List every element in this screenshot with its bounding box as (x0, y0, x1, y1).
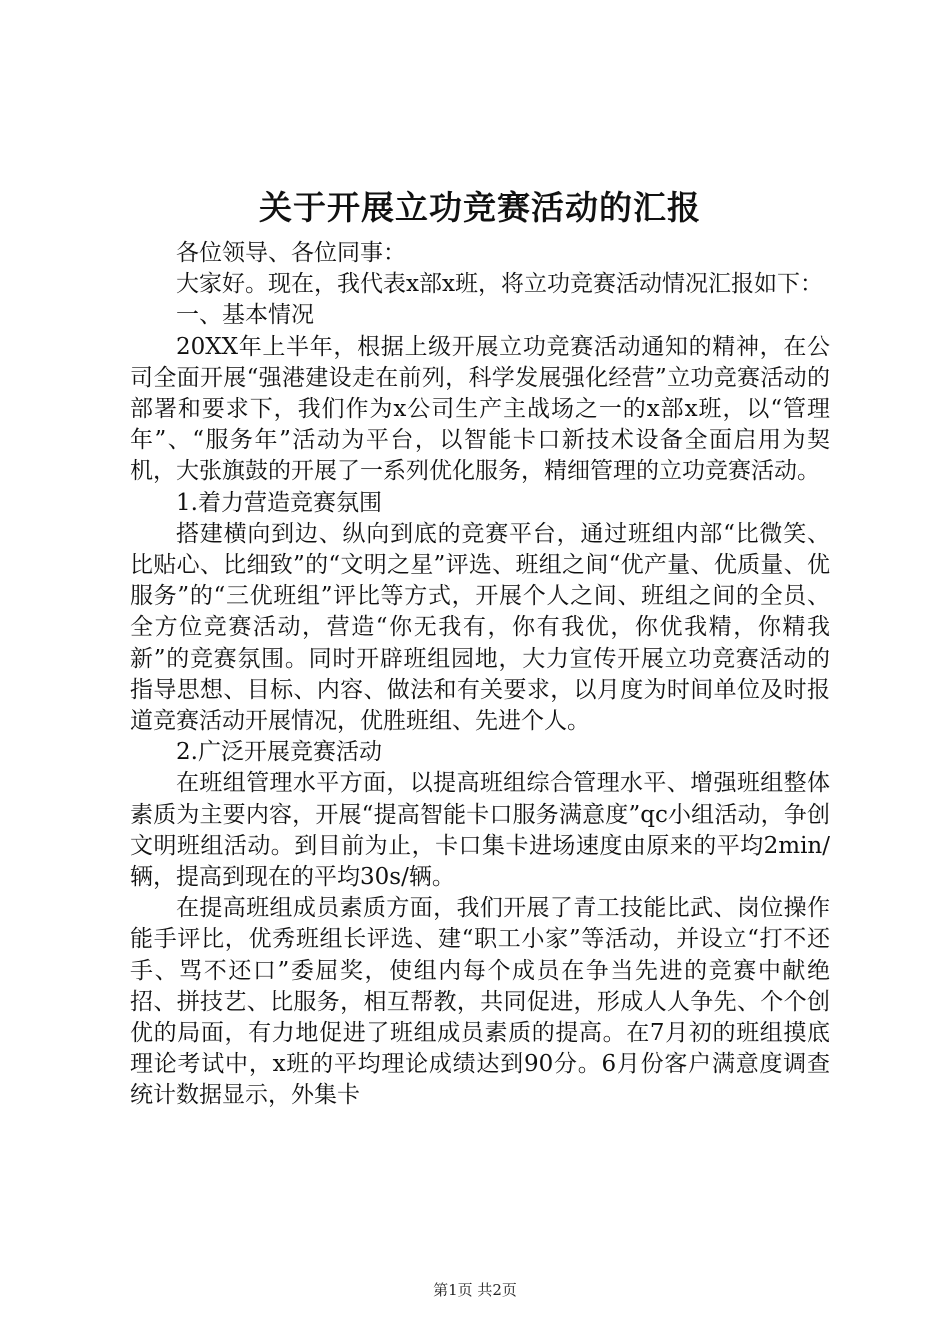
salutation: 各位领导、各位同事： (176, 240, 406, 266)
document-body (130, 238, 830, 1112)
subheading-atmosphere: 1.着力营造竞赛氛围 (176, 489, 382, 516)
paragraph-background: 20XX年上半年，根据上级开展立功竞赛活动通知的精神，在公司全面开展“强港建设走在前列，科学发展强化经营”立功竞赛活动的部署和要求下，我们作为x公司生产主战场之一的x部x班，以“管理年”、“服务年”活动为平台，以智能卡口新技术设备全面启用为契机，大张旗鼓的开展了一系列优化服务，精细管理的立功竞赛活动。 (130, 333, 830, 485)
page-number: 第1页 共2页 (433, 1281, 517, 1299)
paragraph-greeting: 大家好。现在，我代表x部x班，将立功竞赛活动情况汇报如下： (176, 271, 823, 298)
section-heading-basic: 一、基本情况 (176, 302, 314, 329)
paragraph-platform: 搭建横向到边、纵向到底的竞赛平台，通过班组内部“比微笑、比贴心、比细致”的“文明之星”评选、班组之间“优产量、优质量、优服务”的“三优班组”评比等方式，开展个人之间、班组之间的全员、全方位竞赛活动，营造“你无我有，你有我优，你优我精，你精我新”的竞赛氛围。同时开辟班组园地，大力宣传开展立功竞赛活动的指导思想、目标、内容、做法和有关要求，以月度为时间单位及时报道竞赛活动开展情况，优胜班组、先进个人。 (130, 520, 830, 735)
document-title: 关于开展立功竞赛活动的汇报 (259, 188, 701, 227)
subheading-activities: 2.广泛开展竞赛活动 (176, 739, 382, 766)
document-page (130, 178, 830, 1112)
paragraph-management: 在班组管理水平方面，以提高班组综合管理水平、增强班组整体素质为主要内容，开展“提高智能卡口服务满意度”qc小组活动，争创文明班组活动。到目前为止，卡口集卡进场速度由原来的平均2min/辆，提高到现在的平均30s/辆。 (130, 770, 830, 891)
paragraph-quality: 在提高班组成员素质方面，我们开展了青工技能比武、岗位操作能手评比，优秀班组长评选、建“职工小家”等活动，并设立“打不还手、骂不还口”委屈奖，使组内每个成员在争当先进的竞赛中献绝招、拼技艺、比服务，相互帮教，共同促进，形成人人争先、个个创优的局面，有力地促进了班组成员素质的提高。在7月初的班组摸底理论考试中，x班的平均理论成绩达到90分。6月份客户满意度调查统计数据显示，外集卡 (130, 895, 830, 1109)
